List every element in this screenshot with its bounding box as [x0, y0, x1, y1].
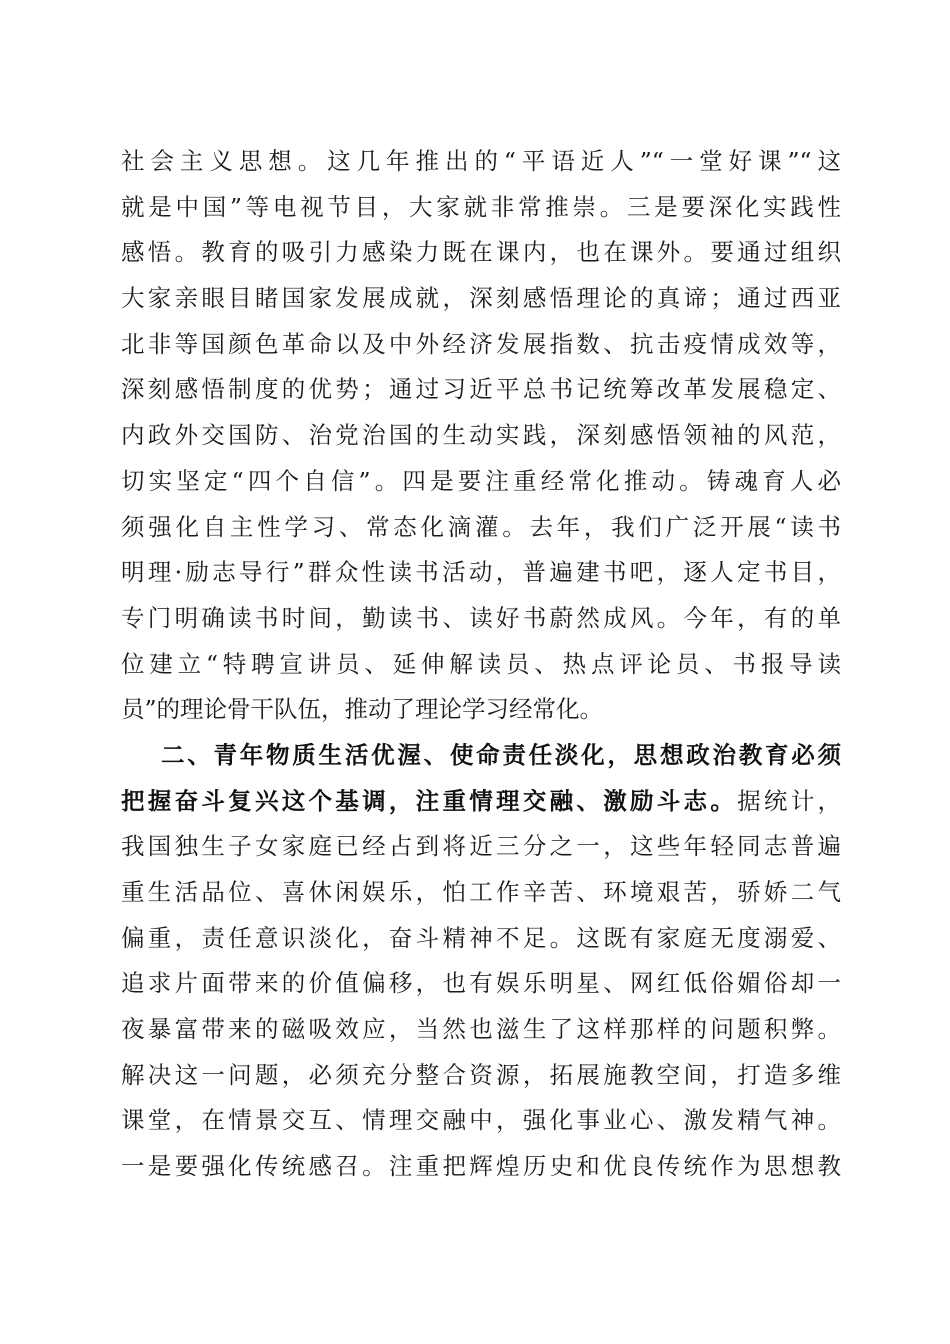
paragraph-line: 夜暴富带来的磁吸效应，当然也滋生了这样那样的问题积弊。 [121, 1015, 841, 1044]
section-heading-bold-text: 把握奋斗复兴这个基调，注重情理交融、激励斗志。 [121, 786, 738, 815]
paragraph-line: 课堂，在情景交互、情理交融中，强化事业心、激发精气神。 [121, 1106, 841, 1135]
paragraph-line: 我国独生子女家庭已经占到将近三分之一，这些年轻同志普遍 [121, 832, 841, 861]
section-heading: 二、青年物质生活优渥、使命责任淡化，思想政治教育必须 [161, 740, 841, 769]
paragraph-line: 切实坚定“四个自信”。四是要注重经常化推动。铸魂育人必 [121, 466, 841, 495]
paragraph-line: 员”的理论骨干队伍，推动了理论学习经常化。 [121, 695, 604, 724]
section-heading-continuation [121, 779, 841, 825]
paragraph-line: 一是要强化传统感召。注重把辉煌历史和优良传统作为思想教 [121, 1152, 841, 1181]
paragraph-line: 解决这一问题，必须充分整合资源，拓展施教空间，打造多维 [121, 1060, 841, 1089]
paragraph-line: 社会主义思想。这几年推出的“平语近人”“一堂好课”“这 [121, 147, 841, 175]
paragraph-line: 深刻感悟制度的优势；通过习近平总书记统筹改革发展稳定、 [121, 375, 841, 404]
paragraph-line: 偏重，责任意识淡化，奋斗精神不足。这既有家庭无度溺爱、 [121, 923, 841, 952]
paragraph-line: 内政外交国防、治党治国的生动实践，深刻感悟领袖的风范， [121, 421, 841, 450]
paragraph-line: 北非等国颜色革命以及中外经济发展指数、抗击疫情成效等， [121, 329, 841, 358]
paragraph-line: 位建立“特聘宣讲员、延伸解读员、热点评论员、书报导读 [121, 649, 841, 678]
paragraph-line: 重生活品位、喜休闲娱乐，怕工作辛苦、环境艰苦，骄娇二气 [121, 878, 841, 906]
paragraph-line: 就是中国”等电视节目，大家就非常推崇。三是要深化实践性 [121, 192, 841, 221]
document-body [121, 139, 841, 1190]
paragraph-line: 专门明确读书时间，勤读书、读好书蔚然成风。今年，有的单 [121, 603, 841, 632]
paragraph-line: 追求片面带来的价值偏移，也有娱乐明星、网红低俗媚俗却一 [121, 969, 841, 998]
paragraph-line: 感悟。教育的吸引力感染力既在课内，也在课外。要通过组织 [121, 238, 841, 267]
paragraph-line: 大家亲眼目睹国家发展成就，深刻感悟理论的真谛；通过西亚 [121, 284, 841, 313]
paragraph-line: 明理·励志导行”群众性读书活动，普遍建书吧，逐人定书目， [121, 558, 841, 587]
paragraph-line: 须强化自主性学习、常态化滴灌。去年，我们广泛开展“读书 [121, 512, 841, 541]
section-body-text: 据统计， [737, 786, 842, 815]
